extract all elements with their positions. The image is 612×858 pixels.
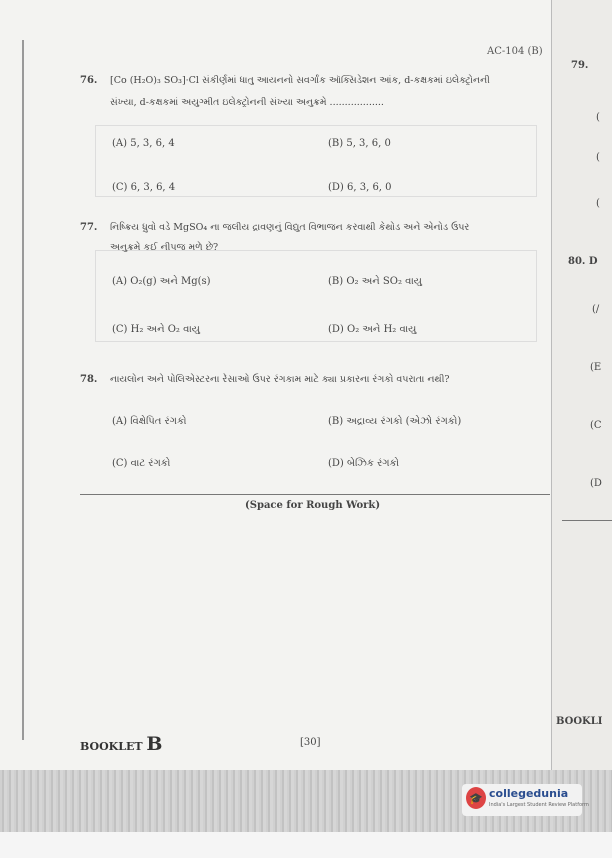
watermark-name: collegedunia xyxy=(489,787,569,800)
right-booklet-label: BOOKLI xyxy=(556,716,603,727)
question-number: 77. xyxy=(80,222,98,233)
question-text: [Co (H₂O)₃ SO₃]·Cl સંકીર્ણમાં ધાતુ આયનનો સવર્ગાંક ઑક્સિડેશન આંક, d-કક્ષકમાં ઇલેક્ટ્રોનની xyxy=(110,75,490,86)
option-a: (A) વિક્ષેપિત રંગકો xyxy=(112,416,187,427)
question-text: નિષ્ક્રિય ધ્રુવો વડે MgSO₄ ના જલીય દ્રાવણનું વિદ્યુત વિભાજન કરવાથી કેથોડ અને એનોડ ઉપર xyxy=(110,222,470,233)
page-bottom-margin xyxy=(0,832,612,858)
right-divider-line xyxy=(562,520,612,521)
booklet-label xyxy=(80,733,162,755)
option-d: (D) O₂ અને H₂ વાયુ xyxy=(328,324,417,335)
question-number: 76. xyxy=(80,75,98,86)
option-d: (D) 6, 3, 6, 0 xyxy=(328,182,392,193)
right-option-mark: ( xyxy=(596,112,600,123)
option-c: (C) 6, 3, 6, 4 xyxy=(112,182,176,193)
question-text: અનુક્રમે કઈ નીપજ મળે છે? xyxy=(110,242,219,253)
paper-code: AC-104 (B) xyxy=(487,46,543,57)
booklet-label-text: BOOKLET xyxy=(80,740,143,753)
right-question-number: 79. xyxy=(571,60,589,71)
option-a: (A) O₂(g) અને Mg(s) xyxy=(112,276,211,287)
question-text: સંખ્યા, d-કક્ષકમાં અયુગ્મીત ઇલેક્ટ્રોનની સંખ્યા અનુક્રમે .................. xyxy=(110,97,384,108)
right-page-strip xyxy=(551,0,612,770)
watermark-tagline: India's Largest Student Review Platform xyxy=(489,802,589,808)
right-option-mark: (C xyxy=(590,420,602,431)
booklet-letter: B xyxy=(146,733,163,755)
option-c: (C) H₂ અને O₂ વાયુ xyxy=(112,324,200,335)
option-d: (D) બેઝિક રંગકો xyxy=(328,458,400,469)
option-a: (A) 5, 3, 6, 4 xyxy=(112,138,175,149)
question-text: નાયલોન અને પોલિએસ્ટરના રેસાઓ ઉપર રંગકામ માટે ક્યા પ્રકારના રંગકો વપરાતા નથી? xyxy=(110,374,450,385)
right-option-mark: (/ xyxy=(592,304,600,315)
left-page-edge xyxy=(22,40,24,740)
option-b: (B) O₂ અને SO₂ વાયુ xyxy=(328,276,423,287)
page-number: [30] xyxy=(300,737,321,748)
right-question-number: 80. D xyxy=(568,256,598,267)
graduate-icon: 🎓 xyxy=(466,787,486,809)
rough-work-label: (Space for Rough Work) xyxy=(245,500,381,511)
right-option-mark: ( xyxy=(596,198,600,209)
option-b: (B) 5, 3, 6, 0 xyxy=(328,138,391,149)
right-option-mark: (E xyxy=(590,362,602,373)
right-option-mark: ( xyxy=(596,152,600,163)
divider-line xyxy=(80,494,550,495)
question-number: 78. xyxy=(80,374,98,385)
option-c: (C) વાટ રંગકો xyxy=(112,458,171,469)
right-option-mark: (D xyxy=(590,478,602,489)
option-b: (B) અદ્રાવ્ય રંગકો (એઝો રંગકો) xyxy=(328,416,462,427)
